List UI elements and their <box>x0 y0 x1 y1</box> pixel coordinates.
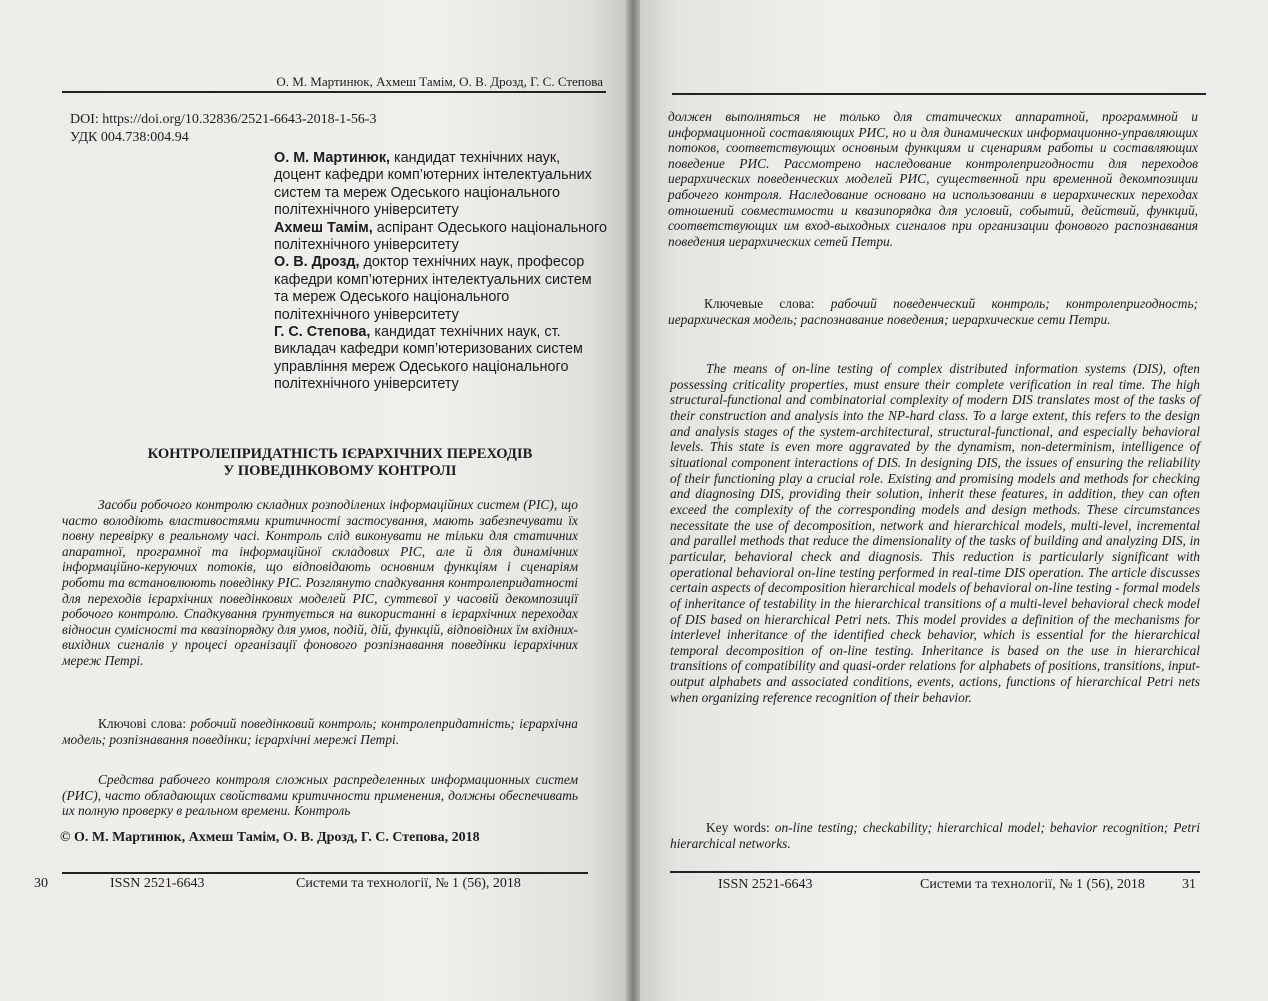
author-affiliation: кандидат технічних наук, ст. викладач кафедри комп’ютеризованих систем управління мереж Одеського національного політехнічного університету <box>274 324 583 393</box>
keywords-label: Ключевые слова: <box>704 296 815 311</box>
running-header: О. М. Мартинюк, Ахмеш Тамім, О. В. Дрозд, Г. С. Степова <box>276 74 603 89</box>
udk-line: УДК 004.738:004.94 <box>70 130 189 145</box>
abstract-russian-start-text: Средства рабочего контроля сложных распределенных информационных систем (РИС), часто обладающих свойствами критичности применения, должны обеспечивать их полную проверку в реальном времени. Контроль <box>62 772 578 819</box>
issn: ISSN 2521-6643 <box>110 876 205 891</box>
footer-rule <box>670 871 1200 873</box>
footer-rule <box>62 872 588 874</box>
article-title-line-1: КОНТРОЛЕПРИДАТНІСТЬ ІЄРАРХІЧНИХ ПЕРЕХОДІВ <box>147 446 533 462</box>
abstract-english-text: The means of on-line testing of complex distributed information systems (DIS), often possessing criticality properties, must ensure their complete verification in real time. The high structural-functional and combinatorial complexity of modern DIS translates most of the tasks of their construction and analysis into the NP-hard class. To a large extent, this refers to the design and analysis stages of the system-architectural, structural-functional, and especially behavioral levels. This state is even more aggravated by the dynamism, non-determinism, intelligence of situational component interactions of DIS. In designing DIS, the issues of ensuring the reliability of their functioning play a crucial role. Existing and promising models and methods for checking and diagnosing DIS, providing their solution, inherit these features, in addition, they can often exceed the complexity of the corresponding models and design methods. These circumstances necessitate the use of decomposition, network and hierarchical models, multi-level, incremental and parallel methods that reduce the dimensionality of the tasks of building and analyzing DIS, in particular, behavioral check and diagnosis. This reduction is particularly significant with operational behavioral on-line testing performed in real-time DIS operation. The article discusses certain aspects of decomposition hierarchical models of behavioral on-line testing - formal models of inheritance of testability in the hierarchical transitions of a multi-level behavioral check model of DIS based on hierarchical Petri nets. This model provides a definition of the mechanisms for interlevel inheritance of the identified check behavior, which is essential for the hierarchical temporal decomposition of on-line testing. Inheritance is based on the use in hierarchical transitions of compatibility and quasi-order relations for alphabets of positions, transitions, input-output alphabets and associated conditions, events, actions, functions of hierarchical Petri nets when organizing reference recognition of their behavior. <box>670 361 1200 705</box>
abstract-ukrainian-text: Засоби робочого контролю складних розподілених інформаційних систем (РІС), що часто володіють властивостями критичності застосування, мають забезпечувати їх повну перевірку в реальному часі. Контроль слід виконувати не тільки для статичних апаратної, програмної та інформаційної складових РІС, але й для динамічних інформаційно-керуючих потоків, що відповідають основним функціям і сценаріям роботи та встановлюють поведінку РІС. Розглянуто спадкування контролепридатності для переходів ієрархічних поведінкових моделей РІС, суттєвої у часовій декомпозиції робочого контролю. Спадкування ґрунтується на використанні в ієрархічних переходах відносин сумісності та квазіпорядку для умов, подій, дій, функцій, відповідних їм вхідних-вихідних сигналів у процесі організації фонового розпізнавання поведінки ієрархічних мереж Петрі. <box>62 497 578 668</box>
keywords-label: Key words: <box>706 820 770 835</box>
author-affiliation: кандидат технічних наук, доцент кафедри комп’ютерних інтелектуальних систем та мереж Одеського національного політехнічного університету <box>274 150 592 219</box>
article-title-line-2: У ПОВЕДІНКОВОМУ КОНТРОЛІ <box>223 463 457 479</box>
author-entry <box>274 220 609 255</box>
page-number: 31 <box>1182 877 1196 892</box>
abstract-english <box>670 361 1200 705</box>
abstract-russian-start <box>62 772 578 819</box>
author-entry <box>274 324 609 394</box>
copyright-line: © О. М. Мартинюк, Ахмеш Тамім, О. В. Дрозд, Г. С. Степова, 2018 <box>60 830 480 845</box>
book-gutter <box>626 0 640 1001</box>
header-rule <box>672 93 1206 95</box>
author-name: Г. С. Степова, <box>274 324 371 341</box>
author-name: Ахмеш Тамім, <box>274 219 373 236</box>
author-affiliation: доктор технічних наук, професор кафедри комп’ютерних інтелектуальних систем та мереж Одеського національного політехнічного університету <box>274 254 592 323</box>
author-name: О. В. Дрозд, <box>274 254 360 271</box>
journal-name: Системи та технології, № 1 (56), 2018 <box>296 876 521 891</box>
keywords-ukrainian <box>62 716 578 747</box>
keywords-text: on-line testing; checkability; hierarchical model; behavior recognition; Petri hierarchical networks. <box>670 820 1200 851</box>
keywords-russian <box>668 296 1198 327</box>
keywords-text: робочий поведінковий контроль; контролепридатність; ієрархічна модель; розпізнавання поведінки; ієрархічні мережі Петрі. <box>62 716 578 747</box>
author-affiliation: аспірант Одеського національного політехнічного університету <box>274 219 607 254</box>
right-page <box>640 0 1268 1001</box>
issn: ISSN 2521-6643 <box>718 877 813 892</box>
page-number: 30 <box>34 876 48 891</box>
left-page <box>0 0 626 1001</box>
doi-line: DOI: https://doi.org/10.32836/2521-6643-2018-1-56-3 <box>70 112 377 127</box>
author-list <box>274 150 609 394</box>
author-entry <box>274 254 609 324</box>
abstract-russian-continued: должен выполняться не только для статических аппаратной, программной и информационной составляющих РИС, но и для динамических информационно-управляющих потоков, соответствующих основным функциям и сценариям работы и составляющих поведение РИС. Рассмотрено наследование контролепригодности для переходов иерархических поведенческих моделей РИС, существенной при временной декомпозиции рабочего контроля. Наследование основано на использовании в иерархических переходах отношений совместимости и квазипорядка для условий, событий, действий, функций, соответствующих им вход-выходных сигналов при организации фонового распознавания поведения иерархических сетей Петри. <box>668 109 1198 249</box>
author-entry <box>274 150 609 220</box>
author-name: О. М. Мартинюк, <box>274 150 391 166</box>
doi-block <box>70 111 377 147</box>
keywords-english <box>670 820 1200 851</box>
article-title <box>80 446 600 480</box>
keywords-label: Ключові слова: <box>98 716 187 731</box>
journal-name: Системи та технології, № 1 (56), 2018 <box>920 877 1145 892</box>
abstract-ukrainian <box>62 497 578 669</box>
keywords-text: рабочий поведенческий контроль; контролепригодность; иерархическая модель; распознавание поведения; иерархические сети Петри. <box>668 296 1198 327</box>
header-rule <box>62 91 606 93</box>
